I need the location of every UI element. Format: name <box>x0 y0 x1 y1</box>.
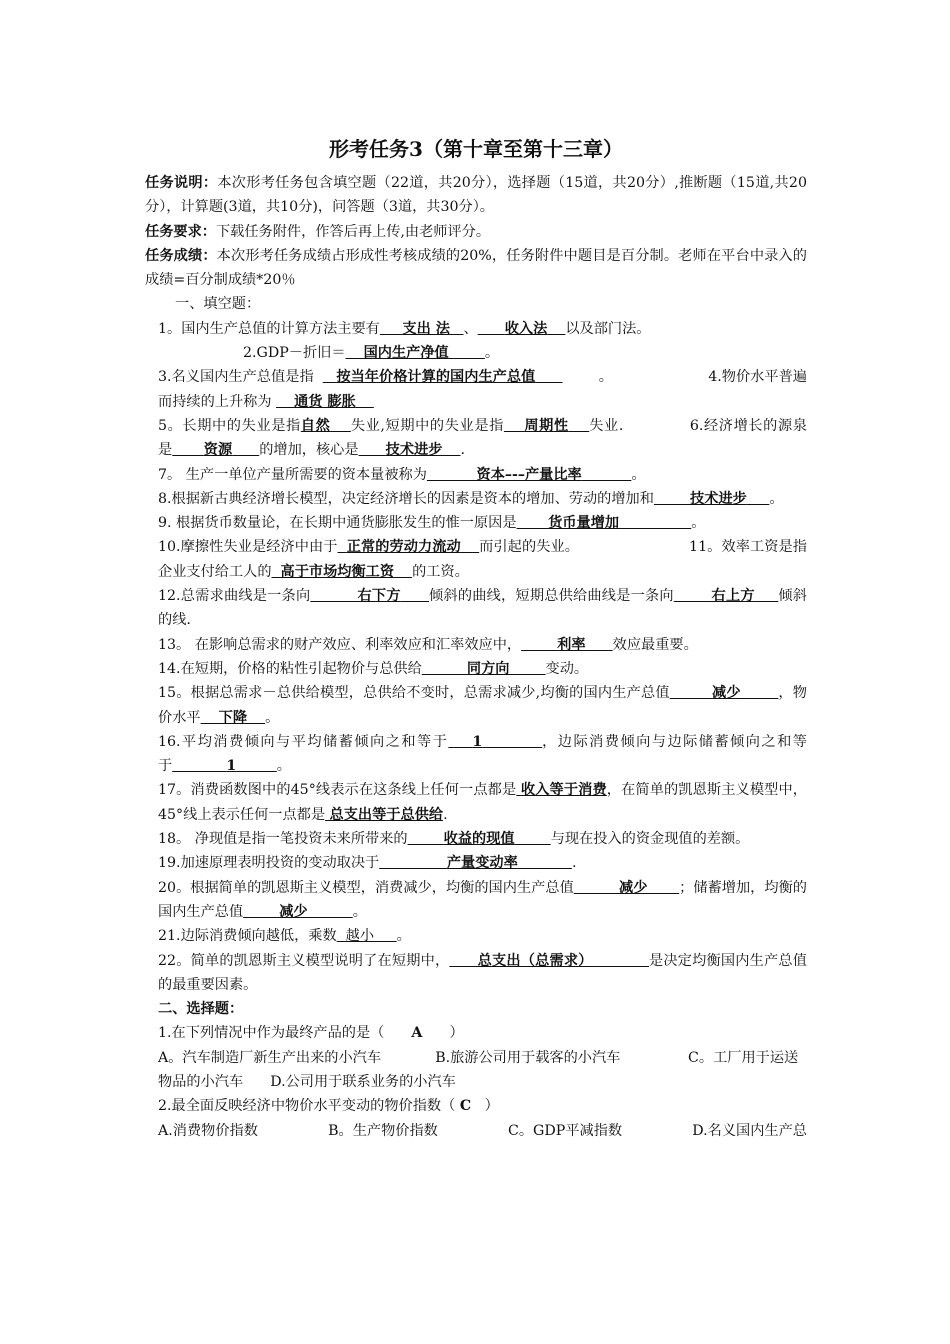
question-8 <box>145 487 807 511</box>
question-2 <box>145 341 807 365</box>
question-text: 变动。 <box>545 660 589 677</box>
question-text: 的增加，核心是 <box>259 442 359 459</box>
question-7 <box>145 463 807 487</box>
question-text: 3.名义国内生产总值是指 <box>158 369 314 386</box>
blank <box>337 928 397 944</box>
blank <box>172 442 259 458</box>
question-5-6 <box>145 414 807 463</box>
question-text: 1。国内生产总值的计算方法主要有 <box>158 320 380 337</box>
option-a: A.消费物价指数 <box>158 1122 258 1139</box>
blank <box>670 685 779 701</box>
task-description-text: 本次形考任务包含填空题（22道，共20分），选择题（15道，共20分）,推断题（15道,共20分），计算题(3道，共10分)，问答题（3道，共30分）。 <box>145 175 807 216</box>
question-text: 6.经济增长的源泉是 <box>158 417 807 459</box>
blank <box>325 807 443 823</box>
answer: 国内生产净值 <box>363 345 449 362</box>
question-text: 19.加速原理表明投资的变动取决于 <box>158 855 380 872</box>
question-text: 以及部门法。 <box>565 320 651 337</box>
blank <box>408 831 551 847</box>
answer: 收入等于消费 <box>520 782 607 799</box>
answer: 资源 <box>203 442 233 459</box>
blank <box>359 442 461 458</box>
answer: A <box>411 1025 423 1042</box>
blank <box>521 637 613 653</box>
answer: 技术进步 <box>385 442 443 459</box>
option-b: B。生产物价指数 <box>328 1122 438 1139</box>
question-text: 12.总需求曲线是一条向 <box>158 588 311 605</box>
blank <box>172 758 277 774</box>
blank <box>379 855 572 871</box>
blank <box>449 953 649 969</box>
answer: 产量变动率 <box>446 855 518 872</box>
answer: 收入法 <box>504 320 548 337</box>
answer: 按当年价格计算的国内生产总值 <box>336 369 536 386</box>
question-text: 22。简单的凯恩斯主义模型说明了在短期中， <box>158 952 450 969</box>
question-1 <box>145 317 807 341</box>
answer: 下降 <box>218 709 248 726</box>
option-b: B.旅游公司用于载客的小汽车 <box>435 1049 621 1066</box>
task-requirement <box>145 220 807 244</box>
option-a: A。汽车制造厂新生产出来的小汽车 <box>158 1049 382 1066</box>
question-text: 与现在投入的资金现值的差额。 <box>550 831 750 848</box>
answer: 高于市场均衡工资 <box>280 563 395 580</box>
answer: 减少 <box>712 685 741 702</box>
question-18 <box>145 827 807 851</box>
task-description-label: 任务说明： <box>145 175 218 191</box>
answer: 收益的现值 <box>443 831 515 848</box>
blank <box>272 564 413 580</box>
answer: C <box>459 1098 472 1115</box>
question-text: 倾斜的线. <box>158 588 807 629</box>
task-grade-label: 任务成绩： <box>145 247 217 264</box>
answer: 减少 <box>279 903 308 920</box>
task-grade <box>145 244 807 293</box>
blank <box>448 734 542 750</box>
answer: 右下方 <box>357 588 401 605</box>
question-text: . <box>460 442 465 459</box>
question-10-11 <box>145 535 807 584</box>
blank <box>517 515 692 531</box>
question-text: 4.物价水平普遍而持续的上升称为 <box>158 369 807 410</box>
blank <box>478 321 566 337</box>
question-text: 。 <box>598 369 613 386</box>
document-title: 形考任务3（第十章至第十三章） <box>329 137 623 161</box>
question-text: 15。根据总需求－总供给模型，总供给不变时，总需求减少,均衡的国内生产总值 <box>158 685 670 702</box>
answer: 越小 <box>345 928 375 945</box>
blank <box>310 588 429 604</box>
blank <box>422 661 546 677</box>
question-text: 的工资。 <box>412 563 469 580</box>
option-c: C。GDP平减指数 <box>508 1122 623 1139</box>
blank <box>380 321 464 337</box>
answer: 通货 膨胀 <box>294 393 356 410</box>
task-requirement-text: 下载任务附件，作答后再上传,由老师评分。 <box>215 223 491 240</box>
question-text: ，物价水平 <box>158 685 807 726</box>
question-text: 。 <box>265 709 280 726</box>
question-text: 1.在下列情况中作为最终产品的是（ <box>158 1025 385 1042</box>
question-text: 失业,短期中的失业是指 <box>350 417 504 434</box>
blank <box>516 782 607 798</box>
question-20 <box>145 876 807 925</box>
question-text: 而引起的失业。 <box>479 539 579 556</box>
question-text: ；储蓄增加，均衡的国内生产总值 <box>158 879 807 920</box>
question-17 <box>145 778 807 827</box>
blank <box>674 588 779 604</box>
question-text: 。 <box>352 903 367 920</box>
question-text: 13。 在影响总需求的财产效应、利率效应和汇率效应中， <box>158 636 522 653</box>
blank <box>338 539 480 555</box>
question-9 <box>145 511 807 535</box>
answer: 资本–-–产量比率 <box>476 466 582 483</box>
question-text: 11。效率工资是指企业支付给工人的 <box>158 539 807 580</box>
blank <box>276 394 374 410</box>
question-text: . <box>571 855 577 872</box>
question-text: 2.GDP－折旧＝ <box>243 345 346 362</box>
blank <box>323 369 563 385</box>
answer: 总支出等于总供给 <box>329 806 444 823</box>
question-text: ） <box>449 1025 464 1042</box>
blank <box>301 418 351 434</box>
choice-1-options-row <box>145 1046 807 1095</box>
question-text: 16.平均消费倾向与平均储蓄倾向之和等于 <box>158 733 449 750</box>
question-text: 10.摩擦性失业是经济中由于 <box>158 539 338 556</box>
question-text: 17。消费函数图中的45°线表示在这条线上任何一点都是 <box>158 782 517 799</box>
option-c: C。工厂用于运送物品的小汽车 <box>158 1049 799 1090</box>
blank <box>574 880 679 896</box>
task-grade-text: 本次形考任务成绩占形成性考核成绩的20%，任务附件中题目是百分制。老师在平台中录入的成绩=百分制成绩*20％ <box>145 247 807 289</box>
answer: 货币量增加 <box>548 515 620 532</box>
question-text: 21.边际消费倾向越低，乘数 <box>158 928 337 945</box>
answer: 总支出（总需求） <box>477 952 593 969</box>
choice-1-stem <box>145 1021 807 1045</box>
answer: 1 <box>226 758 237 775</box>
answer: 右上方 <box>711 588 755 605</box>
question-text: 。 <box>276 758 291 775</box>
blank <box>427 467 631 483</box>
question-22 <box>145 949 807 998</box>
question-16 <box>145 730 807 779</box>
answer: 支出 法 <box>402 320 450 337</box>
question-text: 、 <box>463 320 478 337</box>
question-21 <box>145 924 807 948</box>
section-fill-blank-heading: 一、填空题： <box>175 296 261 313</box>
question-text: 7。 生产一单位产量所需要的资本量被称为 <box>158 466 427 483</box>
question-13 <box>145 633 807 657</box>
question-text: 倾斜的曲线，短期总供给曲线是一条向 <box>429 588 674 605</box>
option-d: D.名义国内生产总 <box>692 1122 807 1139</box>
answer: 自然 <box>300 417 331 434</box>
choice-2-stem <box>145 1094 807 1118</box>
question-text: 。 <box>484 345 500 362</box>
blank <box>654 491 769 507</box>
question-19 <box>145 851 807 875</box>
question-text: 效应最重要。 <box>612 636 698 653</box>
question-text: ，在简单的凯恩斯主义模型中，45°线上表示任何一点都是 <box>158 782 807 823</box>
answer: 技术进步 <box>690 490 747 507</box>
question-text: 14.在短期，价格的粘性引起物价与总供给 <box>158 660 422 677</box>
answer: 减少 <box>619 879 648 896</box>
question-text: 。 <box>396 928 411 945</box>
question-text: 2.最全面反映经济中物价水平变动的物价指数（ <box>158 1098 456 1115</box>
question-text: 5。长期中的失业是指 <box>158 417 301 434</box>
question-12 <box>145 584 807 633</box>
answer: 正常的劳动力流动 <box>346 539 461 556</box>
answer: 1 <box>472 733 483 750</box>
question-text: ） <box>484 1098 499 1115</box>
question-3-4 <box>145 365 807 414</box>
answer: 同方向 <box>466 660 510 677</box>
question-text: 18。 净现值是指一笔投资未来所带来的 <box>158 831 408 848</box>
question-text: 。 <box>769 490 784 507</box>
question-text: 失业. <box>589 417 624 434</box>
question-text: 。 <box>631 466 646 483</box>
blank <box>201 710 265 726</box>
blank <box>346 345 485 361</box>
question-14 <box>145 657 807 681</box>
choice-2-options-row <box>145 1119 807 1143</box>
task-description <box>145 171 807 220</box>
question-text: . <box>443 806 448 823</box>
document-page <box>145 135 807 1143</box>
question-text: 。 <box>691 515 706 532</box>
question-text: 是决定均衡国内生产总值的最重要因素。 <box>158 952 807 993</box>
question-15 <box>145 681 807 730</box>
task-requirement-label: 任务要求： <box>145 223 216 240</box>
question-text: 8.根据新古典经济增长模型，决定经济增长的因素是资本的增加、劳动的增加和 <box>158 490 654 507</box>
blank <box>243 904 353 920</box>
question-text: 20。根据简单的凯恩斯主义模型，消费减少，均衡的国内生产总值 <box>158 879 574 896</box>
question-text: 9. 根据货币数量论，在长期中通货膨胀发生的惟一原因是 <box>158 515 517 532</box>
section-choice-heading: 二、选择题： <box>158 1001 244 1018</box>
question-text: ，边际消费倾向与边际储蓄倾向之和等于 <box>158 733 807 775</box>
answer: 利率 <box>557 636 586 653</box>
answer: 周期性 <box>524 417 569 434</box>
blank <box>504 418 589 434</box>
option-d: D.公司用于联系业务的小汽车 <box>270 1073 456 1090</box>
